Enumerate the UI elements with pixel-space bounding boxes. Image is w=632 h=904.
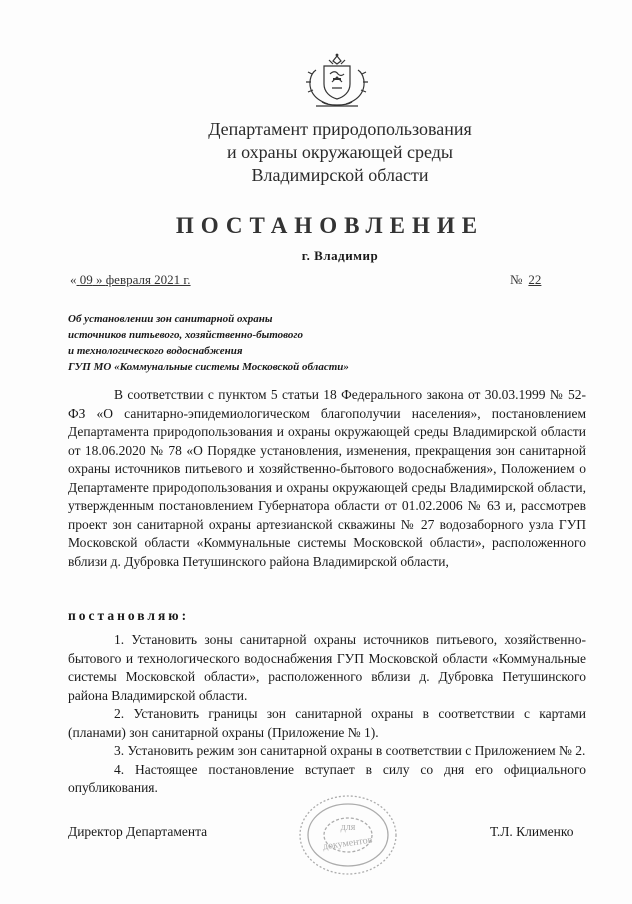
department-line-3: Владимирской области bbox=[251, 165, 429, 185]
preamble-paragraph: В соответствии с пунктом 5 статьи 18 Федерального закона от 30.03.1999 № 52-ФЗ «О санитарно-эпидемиологическом благополучии населения», постановлением Департамента природопользования и охраны окружающей среды Владимирской области от 18.06.2020 № 78 «О Порядке установления, изменения, прекращения зон санитарной охраны источников питьевого и хозяйственно-бытового водоснабжения», Положением о Департаменте природопользования и охраны окружающей среды Владимирской области, утвержденным постановлением Губернатора области от 01.02.2006 № 63 и, рассмотрев проект зон санитарной охраны артезианской скважины № 27 водозаборного узла ГУП Московской области «Коммунальные системы Московской области», расположенного вблизи д. Дубровка Петушинского района Владимирской области, bbox=[68, 387, 586, 569]
resolution-item-2: 2. Установить границы зон санитарной охраны в соответствии с картами (планами) зон санитарной охраны (Приложение № 1). bbox=[68, 706, 586, 740]
resolve-word: постановляю: bbox=[68, 608, 190, 623]
signature-position: Директор Департамента bbox=[68, 824, 208, 839]
resolution-item-4: 4. Настоящее постановление вступает в силу со дня его официального опубликования. bbox=[68, 761, 586, 795]
city-name: г. Владимир bbox=[301, 248, 379, 263]
resolution-items bbox=[68, 631, 586, 798]
subject-line-3: и технологического водоснабжения bbox=[68, 345, 243, 357]
number-label: № bbox=[510, 272, 523, 287]
resolution-item-3: 3. Установить режим зон санитарной охраны в соответствии с Приложением № 2. bbox=[114, 743, 586, 758]
department-line-1: Департамент природопользования bbox=[208, 119, 472, 139]
date-open-quote: « bbox=[70, 272, 77, 287]
subject-line-4: ГУП МО «Коммунальные системы Московской области» bbox=[68, 361, 349, 373]
subject-line-2: источников питьевого, хозяйственно-бытового bbox=[68, 329, 303, 341]
document-date bbox=[70, 272, 191, 288]
subject-line-1: Об установлении зон санитарной охраны bbox=[68, 313, 273, 325]
document-subject bbox=[68, 311, 428, 375]
document-title: ПОСТАНОВЛЕНИЕ bbox=[175, 213, 485, 238]
department-line-2: и охраны окружающей среды bbox=[226, 142, 454, 162]
date-day-value: 09 bbox=[79, 272, 93, 287]
preamble-text bbox=[68, 386, 586, 571]
date-close-quote: » bbox=[96, 272, 103, 287]
stamp-text-bottom: документов bbox=[322, 834, 374, 853]
date-month-year: февраля 2021 г. bbox=[105, 272, 191, 287]
document-number bbox=[510, 272, 547, 288]
stamp-text-top: для bbox=[340, 822, 356, 833]
coat-of-arms-emblem bbox=[302, 52, 372, 112]
official-stamp bbox=[296, 792, 400, 878]
department-name bbox=[140, 118, 540, 187]
number-value: 22 bbox=[528, 272, 542, 287]
resolution-item-1: 1. Установить зоны санитарной охраны источников питьевого, хозяйственно-бытового и технологического водоснабжения ГУП Московской области «Коммунальные системы Московской области», расположенного вблизи д. Дубровка Петушинского района Владимирской области. bbox=[68, 632, 586, 703]
signature-name: Т.Л. Клименко bbox=[490, 824, 574, 839]
date-day bbox=[77, 272, 191, 287]
